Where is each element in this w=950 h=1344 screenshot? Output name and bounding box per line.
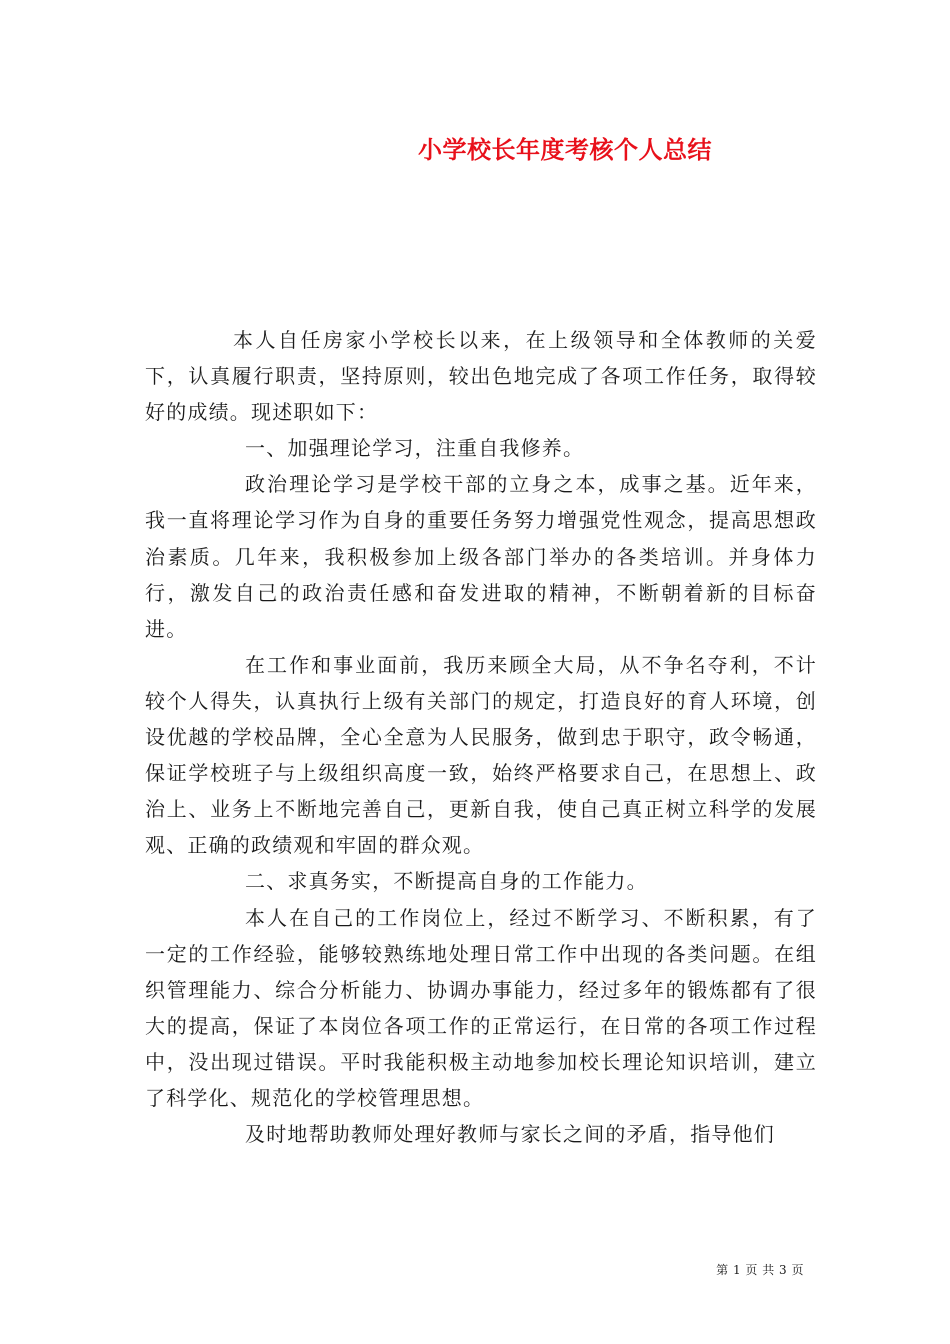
paragraph-work-ability: 本人在自己的工作岗位上，经过不断学习、不断积累，有了一定的工作经验，能够较熟练地处理日常工作中出现的各类问题。在组织管理能力、综合分析能力、协调办事能力，经过多年的锻炼都有了很大的提高，保证了本岗位各项工作的正常运行，在日常的各项工作过程中，没出现过错误。平时我能积极主动地参加校长理论知识培训，建立了科学化、规范化的学校管理思想。 bbox=[145, 905, 817, 1110]
paragraph-intro: 本人自任房家小学校长以来，在上级领导和全体教师的关爱下，认真履行职责，坚持原则，较出色地完成了各项工作任务，取得较好的成绩。现述职如下： bbox=[145, 328, 817, 425]
document-body bbox=[145, 322, 817, 1152]
section-heading-2: 二、求真务实，不断提高自身的工作能力。 bbox=[245, 869, 648, 894]
paragraph-teacher-help: 及时地帮助教师处理好教师与家长之间的矛盾，指导他们 bbox=[245, 1122, 775, 1147]
document-title: 小学校长年度考核个人总结 bbox=[418, 135, 712, 164]
paragraph-overall-situation: 在工作和事业面前，我历来顾全大局，从不争名夺利，不计较个人得失，认真执行上级有关部门的规定，打造良好的育人环境，创设优越的学校品牌，全心全意为人民服务，做到忠于职守，政令畅通，保证学校班子与上级组织高度一致，始终严格要求自己，在思想上、政治上、业务上不断地完善自己，更新自我，使自己真正树立科学的发展观、正确的政绩观和牢固的群众观。 bbox=[145, 652, 817, 858]
section-heading-1: 一、加强理论学习，注重自我修养。 bbox=[245, 436, 585, 461]
paragraph-theory-study: 政治理论学习是学校干部的立身之本，成事之基。近年来，我一直将理论学习作为自身的重要任务努力增强党性观念，提高思想政治素质。几年来，我积极参加上级各部门举办的各类培训。并身体力行，激发自己的政治责任感和奋发进取的精神，不断朝着新的目标奋进。 bbox=[145, 472, 817, 641]
page-number-footer: 第 1 页 共 3 页 bbox=[716, 1263, 804, 1277]
